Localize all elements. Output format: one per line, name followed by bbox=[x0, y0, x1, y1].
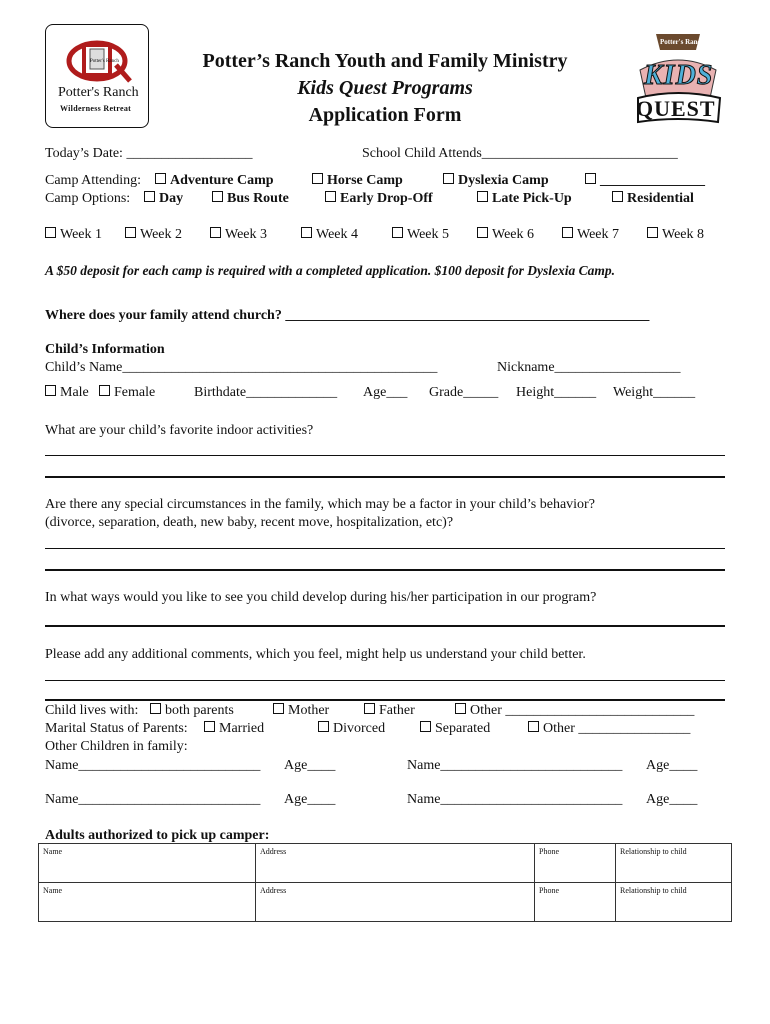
school-field[interactable]: School Child Attends____________________________ bbox=[362, 146, 678, 161]
week-4[interactable]: Week 4 bbox=[301, 227, 358, 243]
checkbox[interactable] bbox=[455, 703, 466, 714]
option-late-pick-up[interactable]: Late Pick-Up bbox=[477, 191, 572, 207]
marital-status-label: Marital Status of Parents: bbox=[45, 721, 188, 736]
checkbox[interactable] bbox=[420, 721, 431, 732]
option-bus-route[interactable]: Bus Route bbox=[212, 191, 289, 207]
sibling-age-field[interactable]: Age____ bbox=[646, 758, 698, 773]
sibling-name-field[interactable]: Name__________________________ bbox=[407, 758, 623, 773]
marital-separated[interactable]: Separated bbox=[420, 721, 490, 737]
week-5[interactable]: Week 5 bbox=[392, 227, 449, 243]
page-title-line2: Kids Quest Programs bbox=[297, 77, 473, 99]
table-row bbox=[39, 883, 732, 922]
checkbox[interactable] bbox=[301, 227, 312, 238]
section-divider bbox=[45, 625, 725, 627]
checkbox[interactable] bbox=[612, 191, 623, 202]
checkbox[interactable] bbox=[273, 703, 284, 714]
camp-horse-option[interactable]: Horse Camp bbox=[312, 173, 403, 189]
option-residential[interactable]: Residential bbox=[612, 191, 694, 207]
camp-attending-label: Camp Attending: bbox=[45, 173, 142, 188]
deposit-note: A $50 deposit for each camp is required with a completed application. $100 deposit for Dyslexia Camp. bbox=[45, 263, 615, 278]
nickname-field[interactable]: Nickname__________________ bbox=[497, 360, 681, 375]
special-circumstances-question: Are there any special circumstances in the family, which may be a factor in your child’s behavior? bbox=[45, 497, 595, 512]
checkbox[interactable] bbox=[477, 227, 488, 238]
camp-options-label: Camp Options: bbox=[45, 191, 131, 206]
logo-subtitle: Wilderness Retreat bbox=[60, 104, 132, 113]
page-title-line3: Application Form bbox=[308, 104, 462, 126]
pickup-phone-cell[interactable]: Phone bbox=[535, 844, 616, 883]
checkbox[interactable] bbox=[585, 173, 596, 184]
checkbox[interactable] bbox=[150, 703, 161, 714]
age-field[interactable]: Age___ bbox=[363, 385, 408, 400]
week-8[interactable]: Week 8 bbox=[647, 227, 704, 243]
marital-other[interactable]: Other ________________ bbox=[528, 721, 690, 737]
week-2[interactable]: Week 2 bbox=[125, 227, 182, 243]
sibling-name-field[interactable]: Name__________________________ bbox=[45, 758, 261, 773]
checkbox[interactable] bbox=[212, 191, 223, 202]
checkbox[interactable] bbox=[325, 191, 336, 202]
week-3[interactable]: Week 3 bbox=[210, 227, 267, 243]
marital-married[interactable]: Married bbox=[204, 721, 264, 737]
checkbox[interactable] bbox=[562, 227, 573, 238]
logo-badge-text: Potter's Ranch bbox=[90, 59, 119, 64]
checkbox[interactable] bbox=[647, 227, 658, 238]
lives-both-parents[interactable]: both parents bbox=[150, 703, 234, 719]
kids-quest-quest: QUEST bbox=[636, 96, 716, 121]
checkbox[interactable] bbox=[312, 173, 323, 184]
special-circumstances-examples: (divorce, separation, death, new baby, recent move, hospitalization, etc)? bbox=[45, 515, 454, 530]
pickup-phone-cell[interactable]: Phone bbox=[535, 883, 616, 922]
birthdate-field[interactable]: Birthdate_____________ bbox=[194, 385, 338, 400]
male-option[interactable]: Male bbox=[45, 385, 89, 401]
logo-name: Potter's Ranch bbox=[58, 85, 139, 100]
female-option[interactable]: Female bbox=[99, 385, 155, 401]
sibling-age-field[interactable]: Age____ bbox=[646, 792, 698, 807]
pickup-name-cell[interactable]: Name bbox=[39, 883, 256, 922]
sibling-age-field[interactable]: Age____ bbox=[284, 758, 336, 773]
sibling-name-field[interactable]: Name__________________________ bbox=[45, 792, 261, 807]
pickup-heading: Adults authorized to pick up camper: bbox=[45, 828, 270, 843]
checkbox[interactable] bbox=[45, 227, 56, 238]
lives-father[interactable]: Father bbox=[364, 703, 415, 719]
kids-quest-logo bbox=[630, 30, 726, 126]
checkbox[interactable] bbox=[364, 703, 375, 714]
page-title-line1: Potter’s Ranch Youth and Family Ministry bbox=[202, 50, 568, 72]
pickup-name-cell[interactable]: Name bbox=[39, 844, 256, 883]
pickup-table bbox=[38, 843, 732, 922]
checkbox[interactable] bbox=[443, 173, 454, 184]
pickup-address-cell[interactable]: Address bbox=[256, 844, 535, 883]
option-early-drop-off[interactable]: Early Drop-Off bbox=[325, 191, 433, 207]
answer-line[interactable] bbox=[45, 680, 725, 681]
child-name-field[interactable]: Child’s Name_____________________________________________ bbox=[45, 360, 438, 375]
checkbox[interactable] bbox=[144, 191, 155, 202]
checkbox[interactable] bbox=[99, 385, 110, 396]
development-question: In what ways would you like to see you child develop during his/her participation in our program? bbox=[45, 590, 597, 605]
option-day[interactable]: Day bbox=[144, 191, 183, 207]
camp-dyslexia-option[interactable]: Dyslexia Camp bbox=[443, 173, 549, 189]
checkbox[interactable] bbox=[155, 173, 166, 184]
checkbox[interactable] bbox=[318, 721, 329, 732]
week-1[interactable]: Week 1 bbox=[45, 227, 102, 243]
camp-adventure-option[interactable]: Adventure Camp bbox=[155, 173, 274, 189]
lives-mother[interactable]: Mother bbox=[273, 703, 329, 719]
church-question[interactable]: Where does your family attend church? ____________________________________________________ bbox=[45, 308, 650, 323]
checkbox[interactable] bbox=[477, 191, 488, 202]
checkbox[interactable] bbox=[125, 227, 136, 238]
week-7[interactable]: Week 7 bbox=[562, 227, 619, 243]
lives-with-label: Child lives with: bbox=[45, 703, 139, 718]
marital-divorced[interactable]: Divorced bbox=[318, 721, 385, 737]
checkbox[interactable] bbox=[392, 227, 403, 238]
additional-comments-question: Please add any additional comments, which you feel, might help us understand your child better. bbox=[45, 647, 586, 662]
indoor-activities-question: What are your child’s favorite indoor activities? bbox=[45, 423, 314, 438]
other-children-label: Other Children in family: bbox=[45, 739, 188, 754]
pickup-relationship-cell[interactable]: Relationship to child bbox=[616, 883, 732, 922]
section-divider bbox=[45, 569, 725, 571]
todays-date-field[interactable]: Today’s Date: __________________ bbox=[45, 146, 253, 161]
grade-field[interactable]: Grade_____ bbox=[429, 385, 499, 400]
section-divider bbox=[45, 699, 725, 701]
weight-field[interactable]: Weight______ bbox=[613, 385, 696, 400]
answer-line[interactable] bbox=[45, 455, 725, 456]
checkbox[interactable] bbox=[45, 385, 56, 396]
kids-quest-banner: Potter's Ranch bbox=[660, 38, 705, 46]
sibling-age-field[interactable]: Age____ bbox=[284, 792, 336, 807]
sibling-name-field[interactable]: Name__________________________ bbox=[407, 792, 623, 807]
pickup-address-cell[interactable]: Address bbox=[256, 883, 535, 922]
camp-other-option[interactable]: _______________ bbox=[585, 173, 705, 189]
pickup-relationship-cell[interactable]: Relationship to child bbox=[616, 844, 732, 883]
height-field[interactable]: Height______ bbox=[516, 385, 597, 400]
lives-other[interactable]: Other ___________________________ bbox=[455, 703, 694, 719]
week-6[interactable]: Week 6 bbox=[477, 227, 534, 243]
section-divider bbox=[45, 476, 725, 478]
child-info-heading: Child’s Information bbox=[45, 342, 165, 357]
answer-line[interactable] bbox=[45, 548, 725, 549]
kids-quest-kids: KIDS bbox=[644, 60, 714, 91]
checkbox[interactable] bbox=[210, 227, 221, 238]
table-row bbox=[39, 844, 732, 883]
checkbox[interactable] bbox=[528, 721, 539, 732]
checkbox[interactable] bbox=[204, 721, 215, 732]
